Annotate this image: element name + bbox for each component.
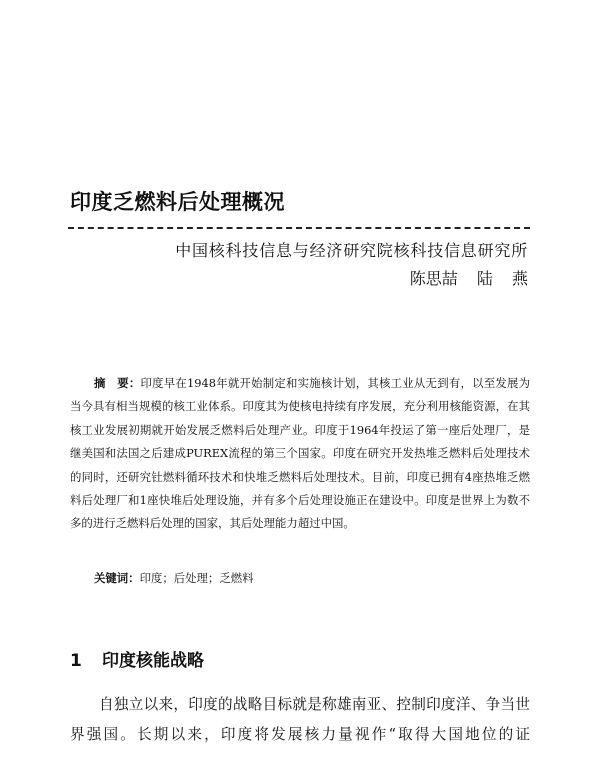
paper-title: 印度乏燃料后处理概况 [70, 190, 285, 214]
abstract-text: 印度早在1948年就开始制定和实施核计划，其核工业从无到有，以至发展为当今具有相当规模的核工业体系。印度其为使核电持续有序发展，充分利用核能资源，在其核工业发展初期就开始发展乏燃料后处理产业。印度于1964年投运了第一座后处理厂，是继美国和法国之后建成PUREX流程的第三个国家。印度在研究开发热堆乏燃料后处理技术的同时，还研究钍燃料循环技术和快堆乏燃料后处理技术。目前，印度已拥有4座热堆乏燃料后处理厂和1座快堆后处理设施，并有多个后处理设施正在建设中。印度是世界上为数不多的进行乏燃料后处理的国家，其后处理能力超过中国。 [70, 376, 530, 531]
author-name-1: 陈思喆 [409, 269, 458, 288]
section-title: 印度核能战略 [102, 651, 204, 671]
author-names [410, 266, 528, 289]
author-name-2b: 燕 [511, 269, 528, 288]
author-name-2a: 陆 [476, 269, 493, 288]
abstract [70, 372, 530, 536]
title-divider [68, 227, 530, 229]
keywords-text: 印度；后处理；乏燃料 [139, 571, 254, 585]
author-affiliation: 中国核科技信息与经济研究院核科技信息研究所 [175, 241, 528, 260]
abstract-label: 摘 要： [94, 376, 141, 390]
section-heading [70, 646, 204, 671]
section-number: 1 [70, 651, 82, 671]
keywords [94, 570, 254, 586]
body-paragraph: 自独立以来，印度的战略目标就是称雄南亚、控制印度洋、争当世界强国。长期以来，印度将发展核力量视作“取得大国地位的证 [70, 696, 530, 743]
keywords-label: 关键词： [94, 571, 140, 585]
